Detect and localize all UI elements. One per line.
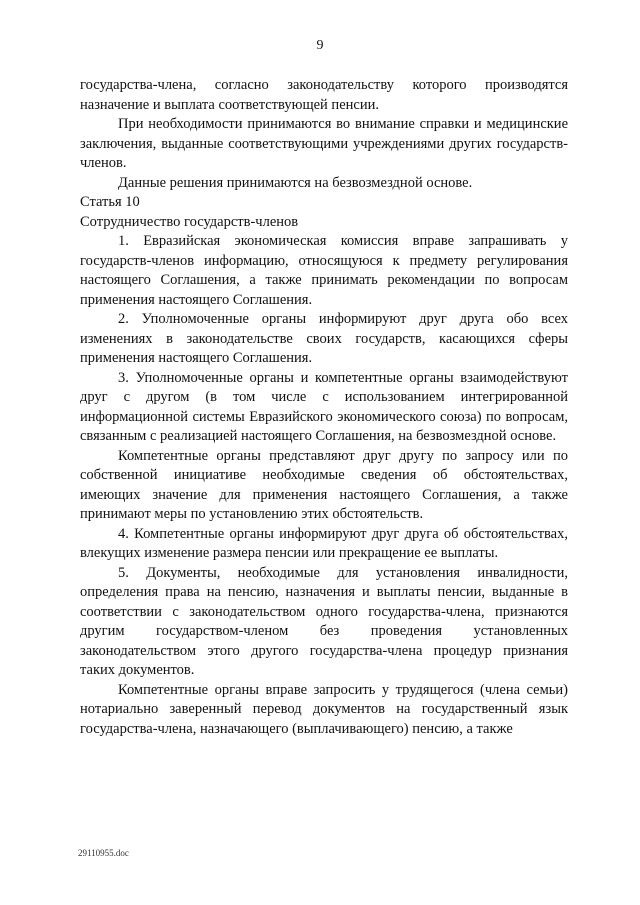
document-body [80,76,568,739]
article-number: Статья 10 [80,194,140,210]
paragraph: Данные решения принимаются на безвозмездной основе. [118,174,473,191]
paragraph: 5. Документы, необходимые для установления инвалидности, определения права на пенсию, назначения и выплаты пенсии, выданные в соответствии с законодательством одного государства-члена, признаются другим государством-членом без проведения установленных законодательством этого другого государства-члена процедур признания таких документов. [80,564,568,678]
paragraph: 2. Уполномоченные органы информируют друг друга обо всех изменениях в законодательстве своих государств, касающихся сферы применения настоящего Соглашения. [80,311,568,366]
paragraph: Компетентные органы вправе запросить у трудящегося (члена семьи) нотариально заверенный перевод документов на государственный язык государства-члена, назначающего (выплачивающего) пенсию, а также [80,681,568,737]
paragraph: 1. Евразийская экономическая комиссия вправе запрашивать у государств-членов информацию, относящуюся к предмету регулирования настоящего Соглашения, а также принимать рекомендации по вопросам применения настоящего Соглашения. [80,233,568,308]
paragraph: 4. Компетентные органы информируют друг друга об обстоятельствах, влекущих изменение размера пенсии или прекращение ее выплаты. [80,525,568,561]
file-name-footer: 29110955.doc [78,848,129,858]
paragraph: 3. Уполномоченные органы и компетентные органы взаимодействуют друг с другом (в том числе с использованием интегрированной информационной системы Евразийского экономического союза) по вопросам, связанным с реализацией настоящего Соглашения, на безвозмездной основе. [80,369,568,444]
paragraph-continuation: государства-члена, согласно законодательству которого производятся назначение и выплата соответствующей пенсии. [80,77,568,113]
page-number: 9 [316,38,324,53]
paragraph: При необходимости принимаются во внимание справки и медицинские заключения, выданные соответствующими учреждениями других государств-членов. [80,116,568,171]
paragraph: Компетентные органы представляют друг другу по запросу или по собственной инициативе необходимые сведения об обстоятельствах, имеющих значение для применения настоящего Соглашения, а также принимают меры по установлению этих обстоятельств. [80,447,568,522]
article-title: Сотрудничество государств-членов [80,213,299,230]
